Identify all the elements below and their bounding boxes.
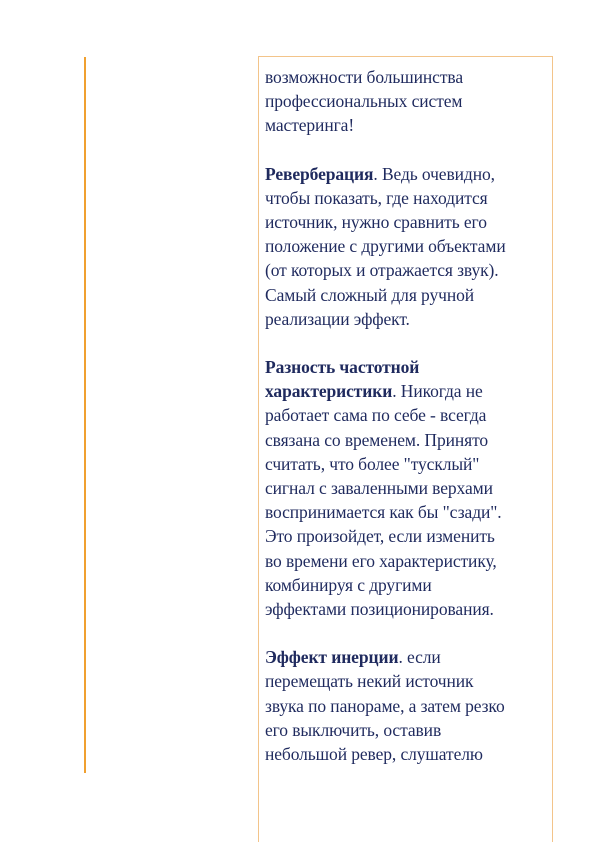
text-line: эффектами позиционирования. — [265, 599, 494, 620]
text-line: мастеринга! — [265, 115, 355, 136]
term-heading: характеристики — [265, 381, 393, 402]
text-line: его выключить, оставив — [265, 719, 442, 740]
text-line: связана со временем. Принято — [265, 429, 489, 450]
text-run: . Никогда не — [392, 381, 483, 402]
paragraph-intro — [265, 65, 546, 138]
left-margin-rule — [84, 57, 86, 773]
text-line: перемещать некий источник — [265, 671, 474, 692]
text-line — [265, 645, 546, 669]
paragraph-frequency-response — [265, 355, 546, 621]
text-line: Самый сложный для ручной — [265, 284, 474, 305]
text-line: комбинируя с другими — [265, 574, 432, 595]
text-line — [265, 162, 546, 186]
text-line: положение с другими объектами — [265, 236, 506, 257]
term-heading: Эффект инерции — [265, 647, 399, 668]
text-line: Это произойдет, если изменить — [265, 526, 495, 547]
text-line: возможности большинства — [265, 67, 464, 87]
text-line: источник, нужно сравнить его — [265, 212, 487, 233]
text-line: считать, что более "тусклый" — [265, 453, 480, 474]
text-line — [265, 379, 546, 403]
text-line — [265, 355, 546, 379]
text-line: чтобы показать, где находится — [265, 187, 488, 208]
text-line: воспринимается как бы "сзади". — [265, 502, 502, 523]
text-line: небольшой ревер, слушателю — [265, 744, 483, 765]
text-line: звука по панораме, а затем резко — [265, 695, 505, 716]
text-line: (от которых и отражается звук). — [265, 260, 499, 281]
term-heading: Реверберация — [265, 163, 374, 184]
text-run: . если — [398, 647, 441, 668]
text-run: . Ведь очевидно, — [373, 163, 495, 184]
text-frame — [258, 56, 553, 842]
text-line: профессиональных систем — [265, 91, 463, 112]
text-line: работает сама по себе - всегда — [265, 405, 487, 426]
text-line: реализации эффект. — [265, 308, 410, 329]
paragraph-reverberation — [265, 162, 546, 331]
term-heading: Разность частотной — [265, 357, 420, 378]
text-line: сигнал с заваленными верхами — [265, 478, 493, 499]
text-line: во времени его характеристику, — [265, 550, 497, 571]
paragraph-inertia-effect — [265, 645, 546, 766]
